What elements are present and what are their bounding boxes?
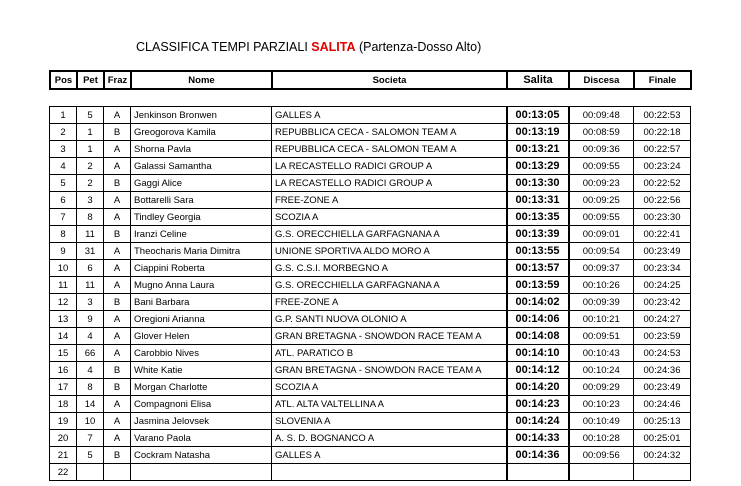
fraz-cell: B — [104, 226, 131, 243]
fraz-cell: B — [104, 124, 131, 141]
nome-cell: Varano Paola — [131, 430, 272, 447]
discesa-cell: 00:10:23 — [569, 396, 634, 413]
societa-cell: G.S. ORECCHIELLA GARFAGNANA A — [272, 226, 507, 243]
table-row — [50, 396, 691, 413]
table-row — [50, 175, 691, 192]
salita-cell: 00:13:29 — [507, 158, 569, 175]
finale-cell: 00:23:24 — [634, 158, 691, 175]
title-suffix: (Partenza-Dosso Alto) — [355, 40, 482, 54]
finale-cell: 00:23:42 — [634, 294, 691, 311]
nome-cell: Jenkinson Bronwen — [131, 107, 272, 124]
societa-cell — [272, 464, 507, 481]
societa-cell: SCOZIA A — [272, 209, 507, 226]
pet-cell: 7 — [77, 430, 104, 447]
table-row — [50, 192, 691, 209]
nome-cell: Shorna Pavla — [131, 141, 272, 158]
nome-cell: Morgan Charlotte — [131, 379, 272, 396]
nome-cell: Compagnoni Elisa — [131, 396, 272, 413]
societa-cell: A. S. D. BOGNANCO A — [272, 430, 507, 447]
discesa-cell: 00:09:36 — [569, 141, 634, 158]
pet-cell: 3 — [77, 294, 104, 311]
societa-cell: REPUBBLICA CECA - SALOMON TEAM A — [272, 124, 507, 141]
pet-cell: 4 — [77, 362, 104, 379]
fraz-cell: A — [104, 430, 131, 447]
finale-cell: 00:22:57 — [634, 141, 691, 158]
nome-cell: Mugno Anna Laura — [131, 277, 272, 294]
finale-cell: 00:24:36 — [634, 362, 691, 379]
societa-cell: GRAN BRETAGNA - SNOWDON RACE TEAM A — [272, 328, 507, 345]
pos-cell: 14 — [50, 328, 77, 345]
salita-cell: 00:14:23 — [507, 396, 569, 413]
pos-cell: 18 — [50, 396, 77, 413]
salita-cell: 00:14:36 — [507, 447, 569, 464]
table-row — [50, 345, 691, 362]
nome-cell — [131, 464, 272, 481]
pet-cell: 66 — [77, 345, 104, 362]
finale-cell: 00:24:53 — [634, 345, 691, 362]
pet-cell: 4 — [77, 328, 104, 345]
societa-cell: GALLES A — [272, 447, 507, 464]
fraz-cell: A — [104, 158, 131, 175]
finale-cell: 00:24:27 — [634, 311, 691, 328]
societa-cell: REPUBBLICA CECA - SALOMON TEAM A — [272, 141, 507, 158]
finale-cell: 00:23:49 — [634, 243, 691, 260]
pet-cell: 5 — [77, 447, 104, 464]
fraz-cell: A — [104, 345, 131, 362]
title-prefix: CLASSIFICA TEMPI PARZIALI — [136, 40, 312, 54]
pos-cell: 11 — [50, 277, 77, 294]
fraz-cell: A — [104, 243, 131, 260]
salita-cell: 00:13:59 — [507, 277, 569, 294]
pos-cell: 19 — [50, 413, 77, 430]
pos-cell: 17 — [50, 379, 77, 396]
pet-cell — [77, 464, 104, 481]
societa-cell: LA RECASTELLO RADICI GROUP A — [272, 175, 507, 192]
nome-cell: Oregioni Arianna — [131, 311, 272, 328]
fraz-cell: A — [104, 328, 131, 345]
discesa-cell: 00:09:48 — [569, 107, 634, 124]
nome-cell: Bottarelli Sara — [131, 192, 272, 209]
societa-cell: ATL. PARATICO B — [272, 345, 507, 362]
pet-cell: 9 — [77, 311, 104, 328]
pet-cell: 2 — [77, 158, 104, 175]
finale-cell — [634, 464, 691, 481]
salita-cell: 00:14:24 — [507, 413, 569, 430]
finale-cell: 00:22:41 — [634, 226, 691, 243]
discesa-cell: 00:09:51 — [569, 328, 634, 345]
fraz-cell: A — [104, 277, 131, 294]
pos-cell: 13 — [50, 311, 77, 328]
salita-cell: 00:13:21 — [507, 141, 569, 158]
pos-cell: 16 — [50, 362, 77, 379]
finale-cell: 00:23:59 — [634, 328, 691, 345]
salita-cell: 00:13:30 — [507, 175, 569, 192]
discesa-cell: 00:10:49 — [569, 413, 634, 430]
societa-cell: FREE-ZONE A — [272, 294, 507, 311]
pos-cell: 9 — [50, 243, 77, 260]
pos-cell: 7 — [50, 209, 77, 226]
col-nome-header: Nome — [131, 71, 272, 89]
pos-cell: 8 — [50, 226, 77, 243]
societa-cell: SLOVENIA A — [272, 413, 507, 430]
discesa-cell: 00:09:23 — [569, 175, 634, 192]
salita-cell: 00:13:35 — [507, 209, 569, 226]
finale-cell: 00:22:52 — [634, 175, 691, 192]
societa-cell: SCOZIA A — [272, 379, 507, 396]
fraz-cell: A — [104, 107, 131, 124]
discesa-cell — [569, 464, 634, 481]
fraz-cell: B — [104, 294, 131, 311]
discesa-cell: 00:09:55 — [569, 158, 634, 175]
table-row — [50, 277, 691, 294]
col-fraz-header: Fraz — [104, 71, 131, 89]
nome-cell: Galassi Samantha — [131, 158, 272, 175]
pos-cell: 4 — [50, 158, 77, 175]
discesa-cell: 00:08:59 — [569, 124, 634, 141]
finale-cell: 00:23:49 — [634, 379, 691, 396]
col-discesa-header: Discesa — [569, 71, 634, 89]
finale-cell: 00:22:56 — [634, 192, 691, 209]
pos-cell: 6 — [50, 192, 77, 209]
pos-cell: 22 — [50, 464, 77, 481]
fraz-cell: A — [104, 260, 131, 277]
finale-cell: 00:22:53 — [634, 107, 691, 124]
finale-cell: 00:24:32 — [634, 447, 691, 464]
pet-cell: 11 — [77, 226, 104, 243]
pet-cell: 1 — [77, 141, 104, 158]
societa-cell: FREE-ZONE A — [272, 192, 507, 209]
fraz-cell: B — [104, 379, 131, 396]
fraz-cell: B — [104, 175, 131, 192]
salita-cell: 00:14:33 — [507, 430, 569, 447]
salita-cell: 00:13:39 — [507, 226, 569, 243]
salita-cell: 00:13:31 — [507, 192, 569, 209]
header-table — [49, 70, 692, 90]
discesa-cell: 00:09:37 — [569, 260, 634, 277]
table-row — [50, 124, 691, 141]
table-row — [50, 294, 691, 311]
finale-cell: 00:25:01 — [634, 430, 691, 447]
table-row — [50, 209, 691, 226]
pet-cell: 10 — [77, 413, 104, 430]
pet-cell: 6 — [77, 260, 104, 277]
nome-cell: Tindley Georgia — [131, 209, 272, 226]
societa-cell: ATL. ALTA VALTELLINA A — [272, 396, 507, 413]
title-highlight: SALITA — [311, 40, 356, 54]
salita-cell: 00:14:12 — [507, 362, 569, 379]
finale-cell: 00:23:34 — [634, 260, 691, 277]
table-row — [50, 311, 691, 328]
societa-cell: UNIONE SPORTIVA ALDO MORO A — [272, 243, 507, 260]
table-row — [50, 260, 691, 277]
discesa-cell: 00:09:25 — [569, 192, 634, 209]
salita-cell: 00:13:05 — [507, 107, 569, 124]
fraz-cell: A — [104, 192, 131, 209]
societa-cell: G.P. SANTI NUOVA OLONIO A — [272, 311, 507, 328]
fraz-cell: A — [104, 209, 131, 226]
table-row — [50, 328, 691, 345]
nome-cell: Iranzi Celine — [131, 226, 272, 243]
discesa-cell: 00:09:39 — [569, 294, 634, 311]
pos-cell: 3 — [50, 141, 77, 158]
fraz-cell: A — [104, 413, 131, 430]
table-row — [50, 413, 691, 430]
salita-cell: 00:13:55 — [507, 243, 569, 260]
salita-cell: 00:14:20 — [507, 379, 569, 396]
table-row — [50, 362, 691, 379]
col-pet-header: Pet — [77, 71, 104, 89]
table-row — [50, 464, 691, 481]
pet-cell: 3 — [77, 192, 104, 209]
table-row — [50, 141, 691, 158]
pos-cell: 5 — [50, 175, 77, 192]
finale-cell: 00:22:18 — [634, 124, 691, 141]
nome-cell: Gaggi Alice — [131, 175, 272, 192]
discesa-cell: 00:10:26 — [569, 277, 634, 294]
table-row — [50, 158, 691, 175]
col-finale-header: Finale — [634, 71, 691, 89]
salita-cell: 00:14:06 — [507, 311, 569, 328]
finale-cell: 00:24:25 — [634, 277, 691, 294]
table-row — [50, 430, 691, 447]
finale-cell: 00:24:46 — [634, 396, 691, 413]
nome-cell: Bani Barbara — [131, 294, 272, 311]
nome-cell: Ciappini Roberta — [131, 260, 272, 277]
salita-cell — [507, 464, 569, 481]
pos-cell: 21 — [50, 447, 77, 464]
pos-cell: 1 — [50, 107, 77, 124]
discesa-cell: 00:09:56 — [569, 447, 634, 464]
col-pos-header: Pos — [50, 71, 77, 89]
societa-cell: G.S. ORECCHIELLA GARFAGNANA A — [272, 277, 507, 294]
discesa-cell: 00:09:29 — [569, 379, 634, 396]
pet-cell: 2 — [77, 175, 104, 192]
societa-cell: G.S. C.S.I. MORBEGNO A — [272, 260, 507, 277]
pos-cell: 10 — [50, 260, 77, 277]
pet-cell: 8 — [77, 209, 104, 226]
fraz-cell: B — [104, 447, 131, 464]
fraz-cell — [104, 464, 131, 481]
results-table — [49, 106, 691, 481]
salita-cell: 00:14:08 — [507, 328, 569, 345]
nome-cell: Greogorova Kamila — [131, 124, 272, 141]
discesa-cell: 00:10:43 — [569, 345, 634, 362]
pet-cell: 11 — [77, 277, 104, 294]
table-row — [50, 379, 691, 396]
fraz-cell: A — [104, 141, 131, 158]
table-row — [50, 243, 691, 260]
pet-cell: 8 — [77, 379, 104, 396]
table-row — [50, 226, 691, 243]
fraz-cell: A — [104, 311, 131, 328]
finale-cell: 00:23:30 — [634, 209, 691, 226]
fraz-cell: A — [104, 396, 131, 413]
discesa-cell: 00:10:28 — [569, 430, 634, 447]
fraz-cell: B — [104, 362, 131, 379]
page-title — [136, 40, 481, 54]
nome-cell: Cockram Natasha — [131, 447, 272, 464]
nome-cell: Glover Helen — [131, 328, 272, 345]
nome-cell: White Katie — [131, 362, 272, 379]
col-societa-header: Societa — [272, 71, 507, 89]
salita-cell: 00:13:57 — [507, 260, 569, 277]
discesa-cell: 00:09:01 — [569, 226, 634, 243]
societa-cell: LA RECASTELLO RADICI GROUP A — [272, 158, 507, 175]
pos-cell: 12 — [50, 294, 77, 311]
pos-cell: 20 — [50, 430, 77, 447]
nome-cell: Carobbio Nives — [131, 345, 272, 362]
pet-cell: 1 — [77, 124, 104, 141]
salita-cell: 00:14:10 — [507, 345, 569, 362]
salita-cell: 00:13:19 — [507, 124, 569, 141]
nome-cell: Theocharis Maria Dimitra — [131, 243, 272, 260]
pet-cell: 14 — [77, 396, 104, 413]
societa-cell: GRAN BRETAGNA - SNOWDON RACE TEAM A — [272, 362, 507, 379]
pos-cell: 15 — [50, 345, 77, 362]
finale-cell: 00:25:13 — [634, 413, 691, 430]
pet-cell: 5 — [77, 107, 104, 124]
table-row — [50, 447, 691, 464]
discesa-cell: 00:09:55 — [569, 209, 634, 226]
pet-cell: 31 — [77, 243, 104, 260]
discesa-cell: 00:10:21 — [569, 311, 634, 328]
nome-cell: Jasmina Jelovsek — [131, 413, 272, 430]
societa-cell: GALLES A — [272, 107, 507, 124]
pos-cell: 2 — [50, 124, 77, 141]
col-salita-header: Salita — [507, 71, 569, 89]
header-row — [50, 71, 691, 89]
discesa-cell: 00:10:24 — [569, 362, 634, 379]
discesa-cell: 00:09:54 — [569, 243, 634, 260]
salita-cell: 00:14:02 — [507, 294, 569, 311]
table-row — [50, 107, 691, 124]
